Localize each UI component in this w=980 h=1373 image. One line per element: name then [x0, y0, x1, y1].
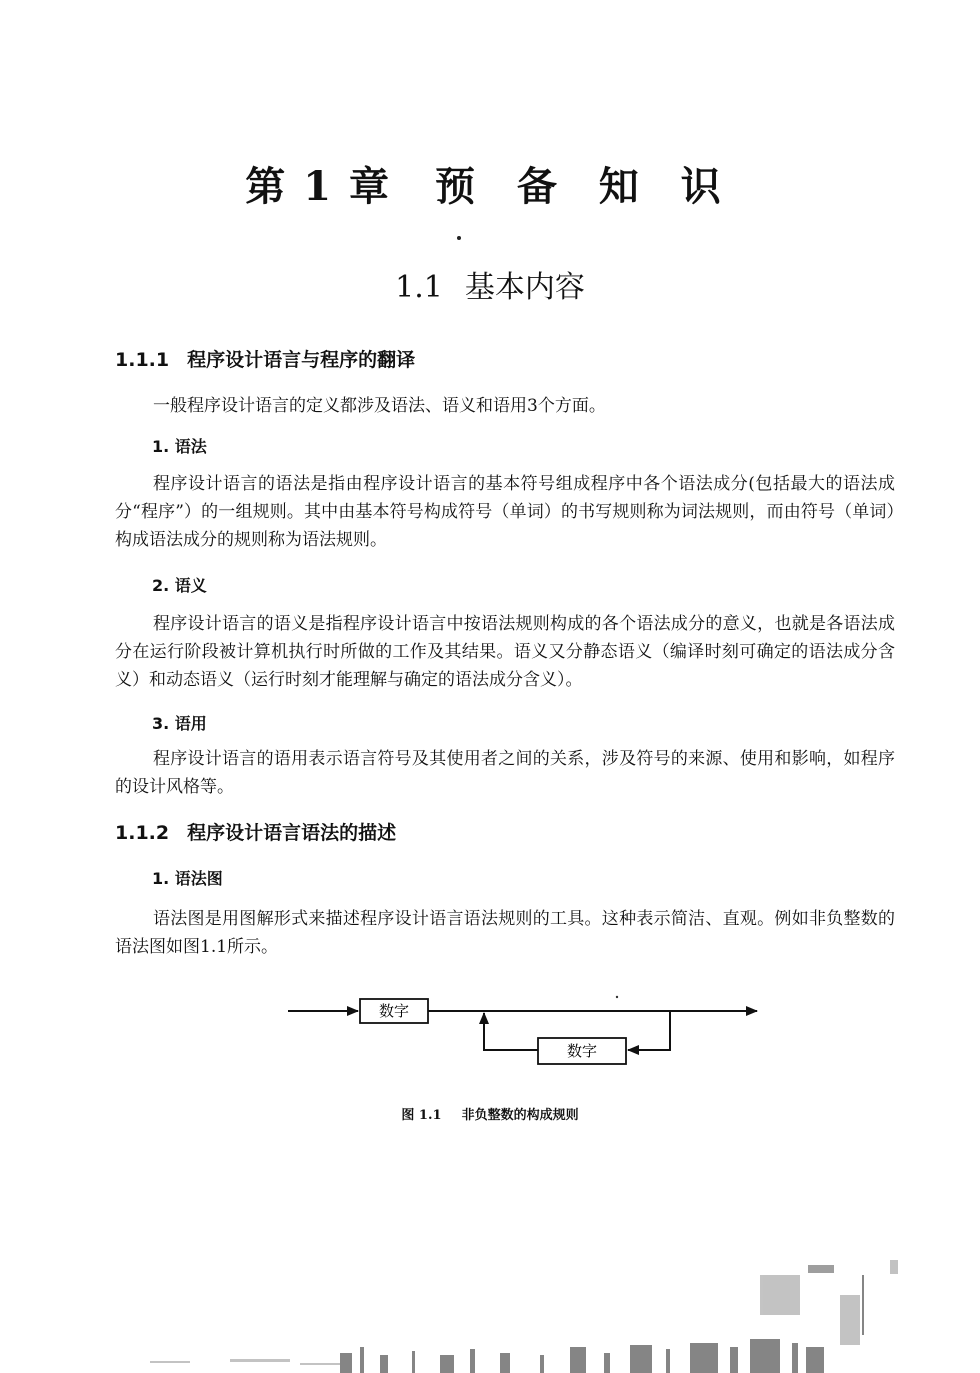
subsection-name: 程序设计语言与程序的翻译 [187, 349, 416, 371]
chapter-number: 第 1 章 [245, 163, 391, 210]
subsection-number: 1.1.1 [115, 349, 170, 371]
syntax-diagram-figure [0, 985, 980, 1075]
item-heading-pragmatics: 3. 语用 [152, 714, 207, 733]
paragraph-syntax: 程序设计语言的语法是指由程序设计语言的基本符号组成程序中各个语法成分(包括最大的语法成分“程序”）的一组规则。其中由基本符号构成符号（单词）的书写规则称为词法规则，而由符号（单词）构成语法成分的规则称为语法规则。 [115, 474, 895, 550]
digit-box-top-label: 数字 [378, 1002, 410, 1020]
section-number: 1.1 [395, 270, 443, 305]
stray-mark [616, 996, 618, 998]
chapter-title [0, 155, 980, 212]
item-heading-syntax: 1. 语法 [152, 437, 207, 456]
figure-number: 图 1.1 [401, 1108, 442, 1123]
figure-caption [0, 1104, 980, 1123]
intro-paragraph: 一般程序设计语言的定义都涉及语法、语义和语用3个方面。 [153, 396, 606, 416]
syntax-diagram [0, 985, 980, 1075]
loop-arrow-back [484, 1013, 538, 1050]
stray-dot [457, 236, 461, 240]
item-heading-semantics: 2. 语义 [152, 576, 207, 595]
subsection-name: 程序设计语言语法的描述 [187, 822, 397, 844]
chapter-name: 预 备 知 识 [434, 163, 735, 210]
section-title [0, 262, 980, 306]
paragraph-syntax-diagram: 语法图是用图解形式来描述程序设计语言语法规则的工具。这种表示简洁、直观。例如非负整数的语法图如图1.1所示。 [115, 909, 895, 957]
subsection-heading-2 [115, 818, 396, 845]
section-name: 基本内容 [464, 270, 585, 305]
paragraph-semantics: 程序设计语言的语义是指程序设计语言中按语法规则构成的各个语法成分的意义，也就是各语法成分在运行阶段被计算机执行时所做的工作及其结果。语义又分静态语义（编译时刻可确定的语法成分含义）和动态语义（运行时刻才能理解与确定的语法成分含义）。 [115, 614, 895, 690]
scan-artifact-noise [0, 1235, 980, 1373]
subsection-heading-1 [115, 345, 415, 372]
loop-arrow-in [628, 1011, 670, 1050]
digit-box-bottom-label: 数字 [566, 1042, 598, 1060]
item-heading-syntax-diagram: 1. 语法图 [152, 869, 223, 888]
subsection-number: 1.1.2 [115, 822, 170, 844]
figure-caption-text: 非负整数的构成规则 [461, 1108, 579, 1123]
paragraph-pragmatics: 程序设计语言的语用表示语言符号及其使用者之间的关系，涉及符号的来源、使用和影响，如程序的设计风格等。 [115, 749, 895, 797]
